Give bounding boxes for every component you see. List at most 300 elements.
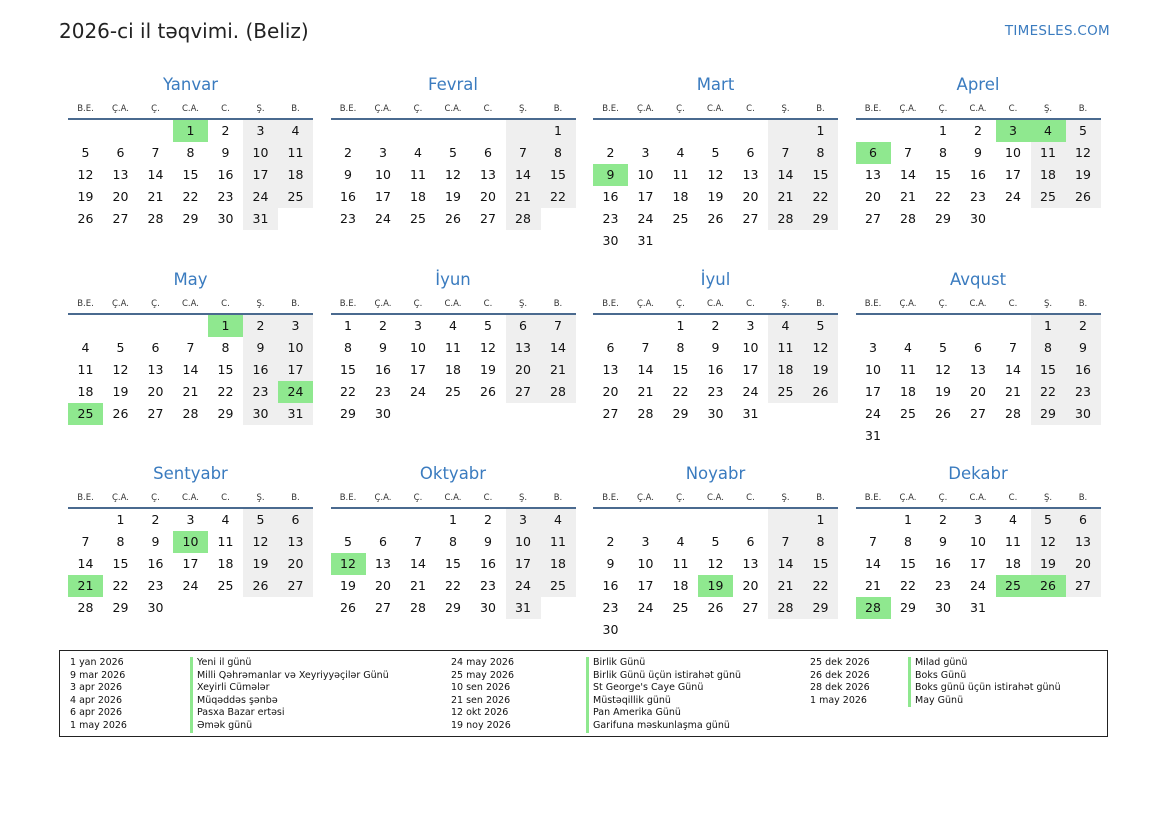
day-cell: 31 — [243, 208, 278, 230]
empty-day — [628, 315, 663, 337]
day-cell: 27 — [865, 211, 881, 226]
day-cell: 23 — [707, 383, 724, 399]
day-cell: 2 — [974, 123, 982, 138]
day-cell: 10 — [410, 339, 426, 355]
day-cell: 4 — [81, 339, 90, 355]
weekday-label: B. — [816, 493, 825, 503]
day-cell: 2 — [221, 123, 230, 138]
day-cell: 5 — [344, 534, 352, 549]
day-cell: 14 — [768, 553, 803, 575]
weekday-label: C.A. — [706, 298, 724, 309]
weekday-label: B.E. — [864, 493, 882, 503]
month-name: Fevral — [428, 75, 478, 94]
weekday-label: B.E. — [77, 493, 94, 503]
weekday-label: C. — [746, 298, 755, 309]
day-cell: 28 — [147, 211, 164, 226]
day-cell: 14 — [541, 337, 576, 359]
weekday-label: Ç. — [676, 104, 685, 114]
day-cell: 22 — [182, 189, 199, 204]
day-cell: 31 — [970, 600, 986, 615]
day-cell: 17 — [278, 359, 313, 381]
holiday-legend — [59, 650, 1108, 737]
month-name: Dekabr — [948, 464, 1008, 483]
holiday-day: 28 — [856, 597, 891, 619]
weekday-label: C.A. — [969, 104, 987, 114]
empty-day — [436, 120, 471, 142]
day-cell: 24 — [637, 600, 654, 615]
day-cell: 5 — [243, 509, 278, 531]
day-cell: 22 — [672, 383, 689, 399]
legend-date: 1 yan 2026 — [70, 657, 124, 668]
day-cell: 21 — [541, 359, 576, 381]
day-cell: 16 — [1066, 359, 1101, 381]
weekday-label: B. — [291, 298, 300, 309]
holiday-day: 26 — [1031, 575, 1066, 597]
day-cell: 25 — [278, 186, 313, 208]
day-cell: 22 — [112, 578, 129, 593]
day-cell: 29 — [445, 600, 461, 615]
weekday-label: Ş. — [781, 104, 790, 114]
day-cell: 20 — [278, 553, 313, 575]
day-cell: 15 — [900, 556, 916, 571]
day-cell: 1 — [676, 317, 685, 333]
day-cell: 8 — [344, 339, 352, 355]
weekday-label: B. — [553, 298, 563, 309]
day-cell: 14 — [147, 167, 164, 182]
empty-day — [856, 120, 891, 142]
weekday-label: C.A. — [444, 298, 462, 309]
day-cell: 22 — [900, 578, 916, 593]
legend-holiday-name: Müstəqillik günü — [586, 695, 671, 708]
day-cell: 28 — [410, 600, 426, 615]
days-grid — [68, 120, 313, 230]
empty-day — [663, 120, 698, 142]
holiday-day: 10 — [173, 531, 208, 553]
day-cell: 10 — [637, 556, 654, 571]
weekday-header — [593, 487, 838, 509]
empty-day — [173, 315, 208, 337]
day-cell: 2 — [606, 145, 615, 160]
empty-day — [698, 120, 733, 142]
day-cell: 9 — [151, 534, 160, 549]
day-cell: 8 — [904, 534, 912, 549]
site-link[interactable]: TIMESLES.COM — [1004, 23, 1110, 39]
month-calendar — [856, 461, 1101, 656]
day-cell: 6 — [484, 145, 492, 160]
day-cell: 3 — [243, 120, 278, 142]
day-cell: 27 — [742, 211, 759, 226]
day-cell: 3 — [869, 339, 877, 355]
day-cell: 25 — [445, 383, 461, 399]
day-cell: 17 — [637, 578, 654, 593]
weekday-label: Ç.A. — [636, 104, 654, 114]
day-cell: 30 — [1066, 403, 1101, 425]
day-cell: 7 — [768, 142, 803, 164]
empty-day — [593, 315, 628, 337]
day-cell: 24 — [865, 405, 881, 421]
month-name: Noyabr — [685, 464, 746, 483]
day-cell: 15 — [112, 556, 129, 571]
day-cell: 15 — [803, 553, 838, 575]
day-cell: 8 — [449, 534, 457, 549]
month-calendar — [68, 461, 313, 656]
day-cell: 21 — [182, 383, 199, 399]
day-cell: 7 — [186, 339, 195, 355]
weekday-label: B.E. — [602, 493, 619, 503]
day-cell: 21 — [506, 186, 541, 208]
day-cell: 5 — [484, 317, 492, 333]
month-name: Yanvar — [162, 75, 219, 94]
day-cell: 15 — [672, 361, 689, 377]
day-cell: 5 — [116, 339, 125, 355]
weekday-label: Ç. — [676, 298, 685, 309]
day-cell: 1 — [803, 120, 838, 142]
weekday-label: C. — [221, 104, 230, 114]
weekday-label: Ş. — [518, 104, 528, 114]
day-cell: 8 — [803, 531, 838, 553]
day-cell: 4 — [414, 145, 422, 160]
weekday-label: C.A. — [706, 493, 724, 503]
legend-holiday-name: Müqəddəs şənbə — [190, 695, 278, 708]
weekday-label: C.A. — [444, 104, 462, 114]
day-cell: 19 — [445, 189, 461, 204]
day-cell: 15 — [217, 361, 234, 377]
day-cell: 26 — [480, 383, 496, 399]
legend-holiday-name: Yeni il günü — [190, 657, 251, 670]
weekday-label: Ç. — [938, 104, 948, 114]
holiday-day: 1 — [208, 315, 243, 337]
day-cell: 18 — [445, 361, 461, 377]
weekday-label: Ş. — [1043, 298, 1053, 309]
day-cell: 26 — [77, 211, 94, 226]
day-cell: 27 — [506, 381, 541, 403]
weekday-label: B.E. — [864, 298, 882, 309]
day-cell: 6 — [116, 145, 125, 160]
calendar-grid — [68, 72, 1101, 656]
day-cell: 28 — [637, 405, 654, 421]
legend-holiday-name: Birlik Günü üçün istirahət günü — [586, 670, 741, 683]
day-cell: 31 — [637, 233, 654, 248]
month-calendar — [68, 267, 313, 462]
day-cell: 16 — [602, 189, 619, 204]
legend-date: 28 dek 2026 — [810, 682, 870, 694]
empty-day — [68, 120, 103, 142]
empty-day — [856, 315, 891, 337]
day-cell: 28 — [1005, 405, 1021, 421]
legend-date: 9 mar 2026 — [70, 669, 126, 681]
day-cell: 31 — [506, 597, 541, 619]
day-cell: 5 — [1066, 120, 1101, 142]
empty-day — [103, 315, 138, 337]
empty-day — [628, 120, 663, 142]
holiday-day: 6 — [856, 142, 891, 164]
day-cell: 14 — [182, 361, 199, 377]
empty-day — [138, 315, 173, 337]
day-cell: 1 — [904, 512, 912, 527]
legend-date: 3 apr 2026 — [70, 682, 123, 694]
day-cell: 21 — [768, 186, 803, 208]
day-cell: 6 — [151, 339, 160, 355]
weekday-label: B.E. — [339, 298, 357, 309]
weekday-label: B.E. — [602, 298, 619, 309]
day-cell: 11 — [672, 167, 689, 182]
day-cell: 2 — [711, 317, 720, 333]
legend-holiday-name: Garifuna məskunlaşma günü — [586, 720, 730, 733]
empty-day — [891, 120, 926, 142]
day-cell: 27 — [480, 211, 496, 226]
empty-day — [506, 120, 541, 142]
legend-date: 10 sen 2026 — [451, 682, 511, 694]
day-cell: 20 — [970, 383, 986, 399]
days-grid — [856, 509, 1101, 619]
day-cell: 5 — [711, 145, 720, 160]
legend-date: 26 dek 2026 — [810, 669, 870, 681]
day-cell: 23 — [970, 189, 986, 204]
weekday-label: B.E. — [864, 104, 882, 114]
legend-holiday-name: Boks günü üçün istirahət günü — [908, 682, 1061, 695]
day-cell: 1 — [449, 512, 457, 527]
day-cell: 23 — [147, 578, 164, 593]
weekday-label: Ç.A. — [636, 493, 654, 503]
day-cell: 3 — [379, 145, 387, 160]
weekday-label: C.A. — [181, 493, 199, 503]
day-cell: 19 — [1031, 553, 1066, 575]
day-cell: 6 — [746, 534, 755, 549]
day-cell: 12 — [1031, 531, 1066, 553]
month-calendar — [856, 72, 1101, 267]
day-cell: 28 — [768, 597, 803, 619]
weekday-label: Ş. — [1043, 104, 1053, 114]
day-cell: 18 — [672, 189, 689, 204]
day-cell: 17 — [970, 556, 986, 571]
month-calendar — [331, 267, 576, 462]
day-cell: 31 — [865, 427, 881, 443]
day-cell: 9 — [484, 534, 492, 549]
day-cell: 4 — [768, 315, 803, 337]
day-cell: 18 — [217, 556, 234, 571]
day-cell: 30 — [375, 405, 391, 421]
day-cell: 15 — [445, 556, 461, 571]
day-cell: 9 — [606, 556, 615, 571]
day-cell: 1 — [803, 509, 838, 531]
legend-date: 24 may 2026 — [451, 657, 515, 668]
day-cell: 14 — [637, 361, 654, 377]
day-cell: 4 — [221, 512, 230, 527]
legend-holiday-name: Əmək günü — [190, 720, 252, 733]
empty-day — [366, 509, 401, 531]
day-cell: 7 — [768, 531, 803, 553]
empty-day — [996, 315, 1031, 337]
month-calendar — [68, 72, 313, 267]
weekday-label: B. — [291, 104, 300, 114]
day-cell: 12 — [445, 167, 461, 182]
day-cell: 28 — [182, 405, 199, 421]
day-cell: 18 — [278, 164, 313, 186]
month-name: Oktyabr — [419, 464, 487, 483]
day-cell: 21 — [147, 189, 164, 204]
day-cell: 22 — [445, 578, 461, 593]
day-cell: 3 — [974, 512, 982, 527]
holiday-day: 3 — [996, 120, 1031, 142]
month-name: Sentyabr — [153, 464, 228, 483]
month-name: May — [173, 269, 208, 289]
day-cell: 15 — [340, 361, 356, 377]
day-cell: 15 — [541, 164, 576, 186]
day-cell: 9 — [243, 337, 278, 359]
weekday-label: Ç.A. — [899, 493, 917, 503]
weekday-label: C.A. — [181, 298, 199, 309]
day-cell: 2 — [379, 317, 387, 333]
day-cell: 18 — [1005, 556, 1021, 571]
day-cell: 25 — [672, 600, 689, 615]
day-cell: 4 — [278, 120, 313, 142]
weekday-label: C.A. — [706, 104, 724, 114]
day-cell: 3 — [414, 317, 422, 333]
legend-holiday-name: Milli Qəhrəmanlar və Xeyriyyəçilər Günü — [190, 670, 389, 683]
day-cell: 8 — [116, 534, 125, 549]
day-cell: 24 — [970, 578, 986, 593]
day-cell: 4 — [1009, 512, 1017, 527]
legend-date: 12 okt 2026 — [451, 707, 509, 719]
weekday-label: Ç.A. — [636, 298, 654, 309]
weekday-label: Ç.A. — [374, 298, 392, 309]
weekday-label: Ç. — [413, 493, 423, 503]
empty-day — [733, 509, 768, 531]
day-cell: 27 — [970, 405, 986, 421]
month-name: Aprel — [956, 75, 1000, 94]
empty-day — [768, 509, 803, 531]
weekday-label: Ş. — [518, 298, 528, 309]
day-cell: 29 — [340, 405, 356, 421]
day-cell: 19 — [480, 361, 496, 377]
legend-holiday-name: Boks Günü — [908, 670, 966, 683]
day-cell: 13 — [742, 167, 759, 182]
day-cell: 26 — [340, 600, 356, 615]
empty-day — [68, 509, 103, 531]
day-cell: 27 — [375, 600, 391, 615]
weekday-label: C. — [746, 493, 755, 503]
day-cell: 29 — [900, 600, 916, 615]
day-cell: 7 — [641, 339, 650, 355]
weekday-label: B. — [1078, 298, 1088, 309]
day-cell: 4 — [904, 339, 912, 355]
day-cell: 11 — [217, 534, 234, 549]
day-cell: 17 — [182, 556, 199, 571]
day-cell: 3 — [746, 317, 755, 333]
weekday-label: C. — [221, 493, 230, 503]
day-cell: 11 — [278, 142, 313, 164]
day-cell: 14 — [865, 556, 881, 571]
day-cell: 16 — [340, 189, 356, 204]
days-grid — [593, 315, 838, 425]
holiday-day: 4 — [1031, 120, 1066, 142]
weekday-header — [856, 487, 1101, 509]
day-cell: 20 — [506, 359, 541, 381]
day-cell: 9 — [379, 339, 387, 355]
day-cell: 9 — [974, 145, 982, 160]
weekday-header — [593, 293, 838, 315]
weekday-label: C. — [221, 298, 230, 309]
day-cell: 4 — [676, 534, 685, 549]
month-name: İyul — [700, 269, 731, 289]
holiday-day: 12 — [331, 553, 366, 575]
day-cell: 19 — [243, 553, 278, 575]
day-cell: 17 — [637, 189, 654, 204]
day-cell: 7 — [1009, 339, 1017, 355]
day-cell: 22 — [803, 575, 838, 597]
day-cell: 19 — [112, 383, 129, 399]
day-cell: 23 — [602, 600, 619, 615]
day-cell: 12 — [935, 361, 951, 377]
day-cell: 3 — [278, 315, 313, 337]
day-cell: 28 — [768, 208, 803, 230]
day-cell: 26 — [935, 405, 951, 421]
month-name: Avqust — [949, 269, 1007, 289]
day-cell: 26 — [707, 211, 724, 226]
weekday-label: Ç.A. — [374, 493, 392, 503]
day-cell: 20 — [112, 189, 129, 204]
day-cell: 24 — [375, 211, 391, 226]
day-cell: 7 — [151, 145, 160, 160]
day-cell: 11 — [768, 337, 803, 359]
day-cell: 25 — [541, 575, 576, 597]
day-cell: 28 — [541, 381, 576, 403]
weekday-label: B.E. — [339, 104, 357, 114]
day-cell: 21 — [1005, 383, 1021, 399]
day-cell: 11 — [672, 556, 689, 571]
day-cell: 2 — [1066, 315, 1101, 337]
day-cell: 21 — [768, 575, 803, 597]
day-cell: 3 — [186, 512, 195, 527]
weekday-label: B. — [553, 104, 563, 114]
day-cell: 18 — [672, 578, 689, 593]
day-cell: 9 — [939, 534, 947, 549]
weekday-label: Ç. — [938, 493, 948, 503]
day-cell: 20 — [865, 189, 881, 204]
day-cell: 13 — [278, 531, 313, 553]
month-calendar — [593, 461, 838, 656]
day-cell: 30 — [147, 600, 164, 615]
day-cell: 16 — [480, 556, 496, 571]
day-cell: 12 — [112, 361, 129, 377]
days-grid — [331, 315, 576, 425]
weekday-label: B.E. — [602, 104, 619, 114]
days-grid — [856, 120, 1101, 230]
weekday-label: B. — [1078, 104, 1088, 114]
day-cell: 20 — [742, 189, 759, 204]
weekday-header — [68, 98, 313, 120]
day-cell: 5 — [1031, 509, 1066, 531]
day-cell: 5 — [803, 315, 838, 337]
day-cell: 19 — [707, 189, 724, 204]
day-cell: 20 — [602, 383, 619, 399]
legend-holiday-name: Xeyirli Cümələr — [190, 682, 270, 695]
day-cell: 13 — [480, 167, 496, 182]
day-cell: 17 — [742, 361, 759, 377]
holiday-day: 19 — [698, 575, 733, 597]
day-cell: 20 — [375, 578, 391, 593]
day-cell: 26 — [243, 575, 278, 597]
days-grid — [593, 509, 838, 641]
day-cell: 6 — [974, 339, 982, 355]
weekday-label: Ç. — [413, 298, 423, 309]
day-cell: 17 — [410, 361, 426, 377]
weekday-header — [68, 487, 313, 509]
day-cell: 24 — [506, 575, 541, 597]
day-cell: 18 — [410, 189, 426, 204]
day-cell: 27 — [602, 405, 619, 421]
legend-holiday-name: Milad günü — [908, 657, 967, 670]
